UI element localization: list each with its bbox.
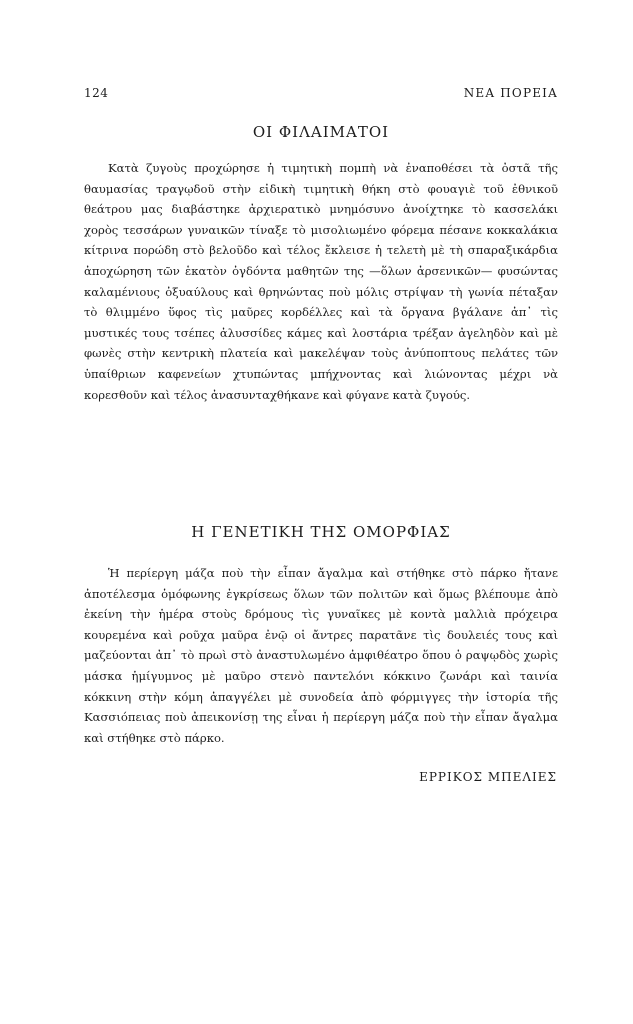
poem-title-filaimatoi: ΟΙ ΦΙΛΑΙΜΑΤΟΙ: [252, 123, 390, 141]
page-number: 124: [84, 86, 109, 100]
running-head: [84, 86, 558, 102]
poem-text-filaimatoi: Κατὰ ζυγοὺς προχώρησε ἡ τιμητικὴ πομπὴ νὰ ἐναποθέσει τὰ ὀστᾶ τῆς θαυμασίας τραγῳδοῦ στὴν εἰδικὴ τιμητικὴ θήκη στὸ φουαγιὲ τοῦ ἐθνικοῦ θεάτρου μας διαβάστηκε ἀρχιερατικὸ μνημόσυνο ἀνοίχτηκε τὸ κασσελάκι χορὸς τεσσάρων γυναικῶν τίναξε τὸ μισολιωμένο φόρεμα πέσανε κοκκαλάκια κίτρινα πορώδη στὸ βελοῦδο καὶ τέλος ἔκλεισε ἡ τελετὴ μὲ τὴ σπαραξικάρδια ἀποχώρηση τῶν ἑκατὸν ὀγδόντα μαθητῶν της —ὅλων ἀρσενικῶν— φυσώντας καλαμένιους ὀξυαύλους καὶ θρηνώντας ποὺ μόλις στρίψαν τὴ γωνία πέταξαν τὸ θλιμμένο ὕφος τὶς μαῦρες κορδέλλες καὶ τὰ ὄργανα βγάλανε ἀπ᾽ τὶς μυστικές τους τσέπες ἀλυσσίδες κάμες καὶ λοστάρια τρέξαν ἀγεληδὸν καὶ μὲ φωνὲς στὴν κεντρικὴ πλατεία καὶ μακελέψαν τοὺς ἀνύποπτους πελάτες τῶν ὑπαίθριων καφενείων χτυπώντας μπήχνοντας καὶ λιώνοντας μέχρι νὰ κορεσθοῦν καὶ τέλος ἀνασυνταχθήκανε καὶ φύγανε κατὰ ζυγούς.: [84, 161, 558, 402]
journal-title: ΝΕΑ ΠΟΡΕΙΑ: [463, 86, 558, 100]
poem-title-genetiki: Η ΓΕΝΕΤΙΚΗ ΤΗΣ ΟΜΟΡΦΙΑΣ: [191, 523, 451, 541]
author-signature: ΕΡΡΙΚΟΣ ΜΠΕΛΙΕΣ: [419, 770, 557, 784]
poem-text-genetiki: Ἡ περίεργη μάζα ποὺ τὴν εἶπαν ἄγαλμα καὶ στήθηκε στὸ πάρκο ἤτανε ἀποτέλεσμα ὁμόφωνης ἐγκρίσεως ὅλων τῶν πολιτῶν καὶ ὅμως βλέπουμε ἀπὸ ἐκείνη τὴν ἡμέρα στοὺς δρόμους τὶς γυναῖκες μὲ κοντὰ μαλλιὰ πρόχειρα κουρεμένα καὶ ροῦχα μαῦρα ἐνῷ οἱ ἄντρες παρατᾶνε τὶς δουλειές τους καὶ μαζεύονται ἀπ᾽ τὸ πρωὶ στὸ ἀναστυλωμένο ἀμφιθέατρο ὅπου ὁ ραψῳδὸς χωρὶς μάσκα ἡμίγυμνος μὲ μαῦρο στενὸ παντελόνι κόκκινο ζωνάρι καὶ ταινία κόκκινη στὴν κόμη ἀπαγγέλει μὲ συνοδεία ἀπὸ φόρμιγγες τὴν ἱστορία τῆς Κασσιόπειας ποὺ ἀπεικονίσῃ της εἶναι ἡ περίεργη μάζα ποὺ τὴν εἶπαν ἄγαλμα καὶ στήθηκε στὸ πάρκο.: [84, 566, 558, 745]
